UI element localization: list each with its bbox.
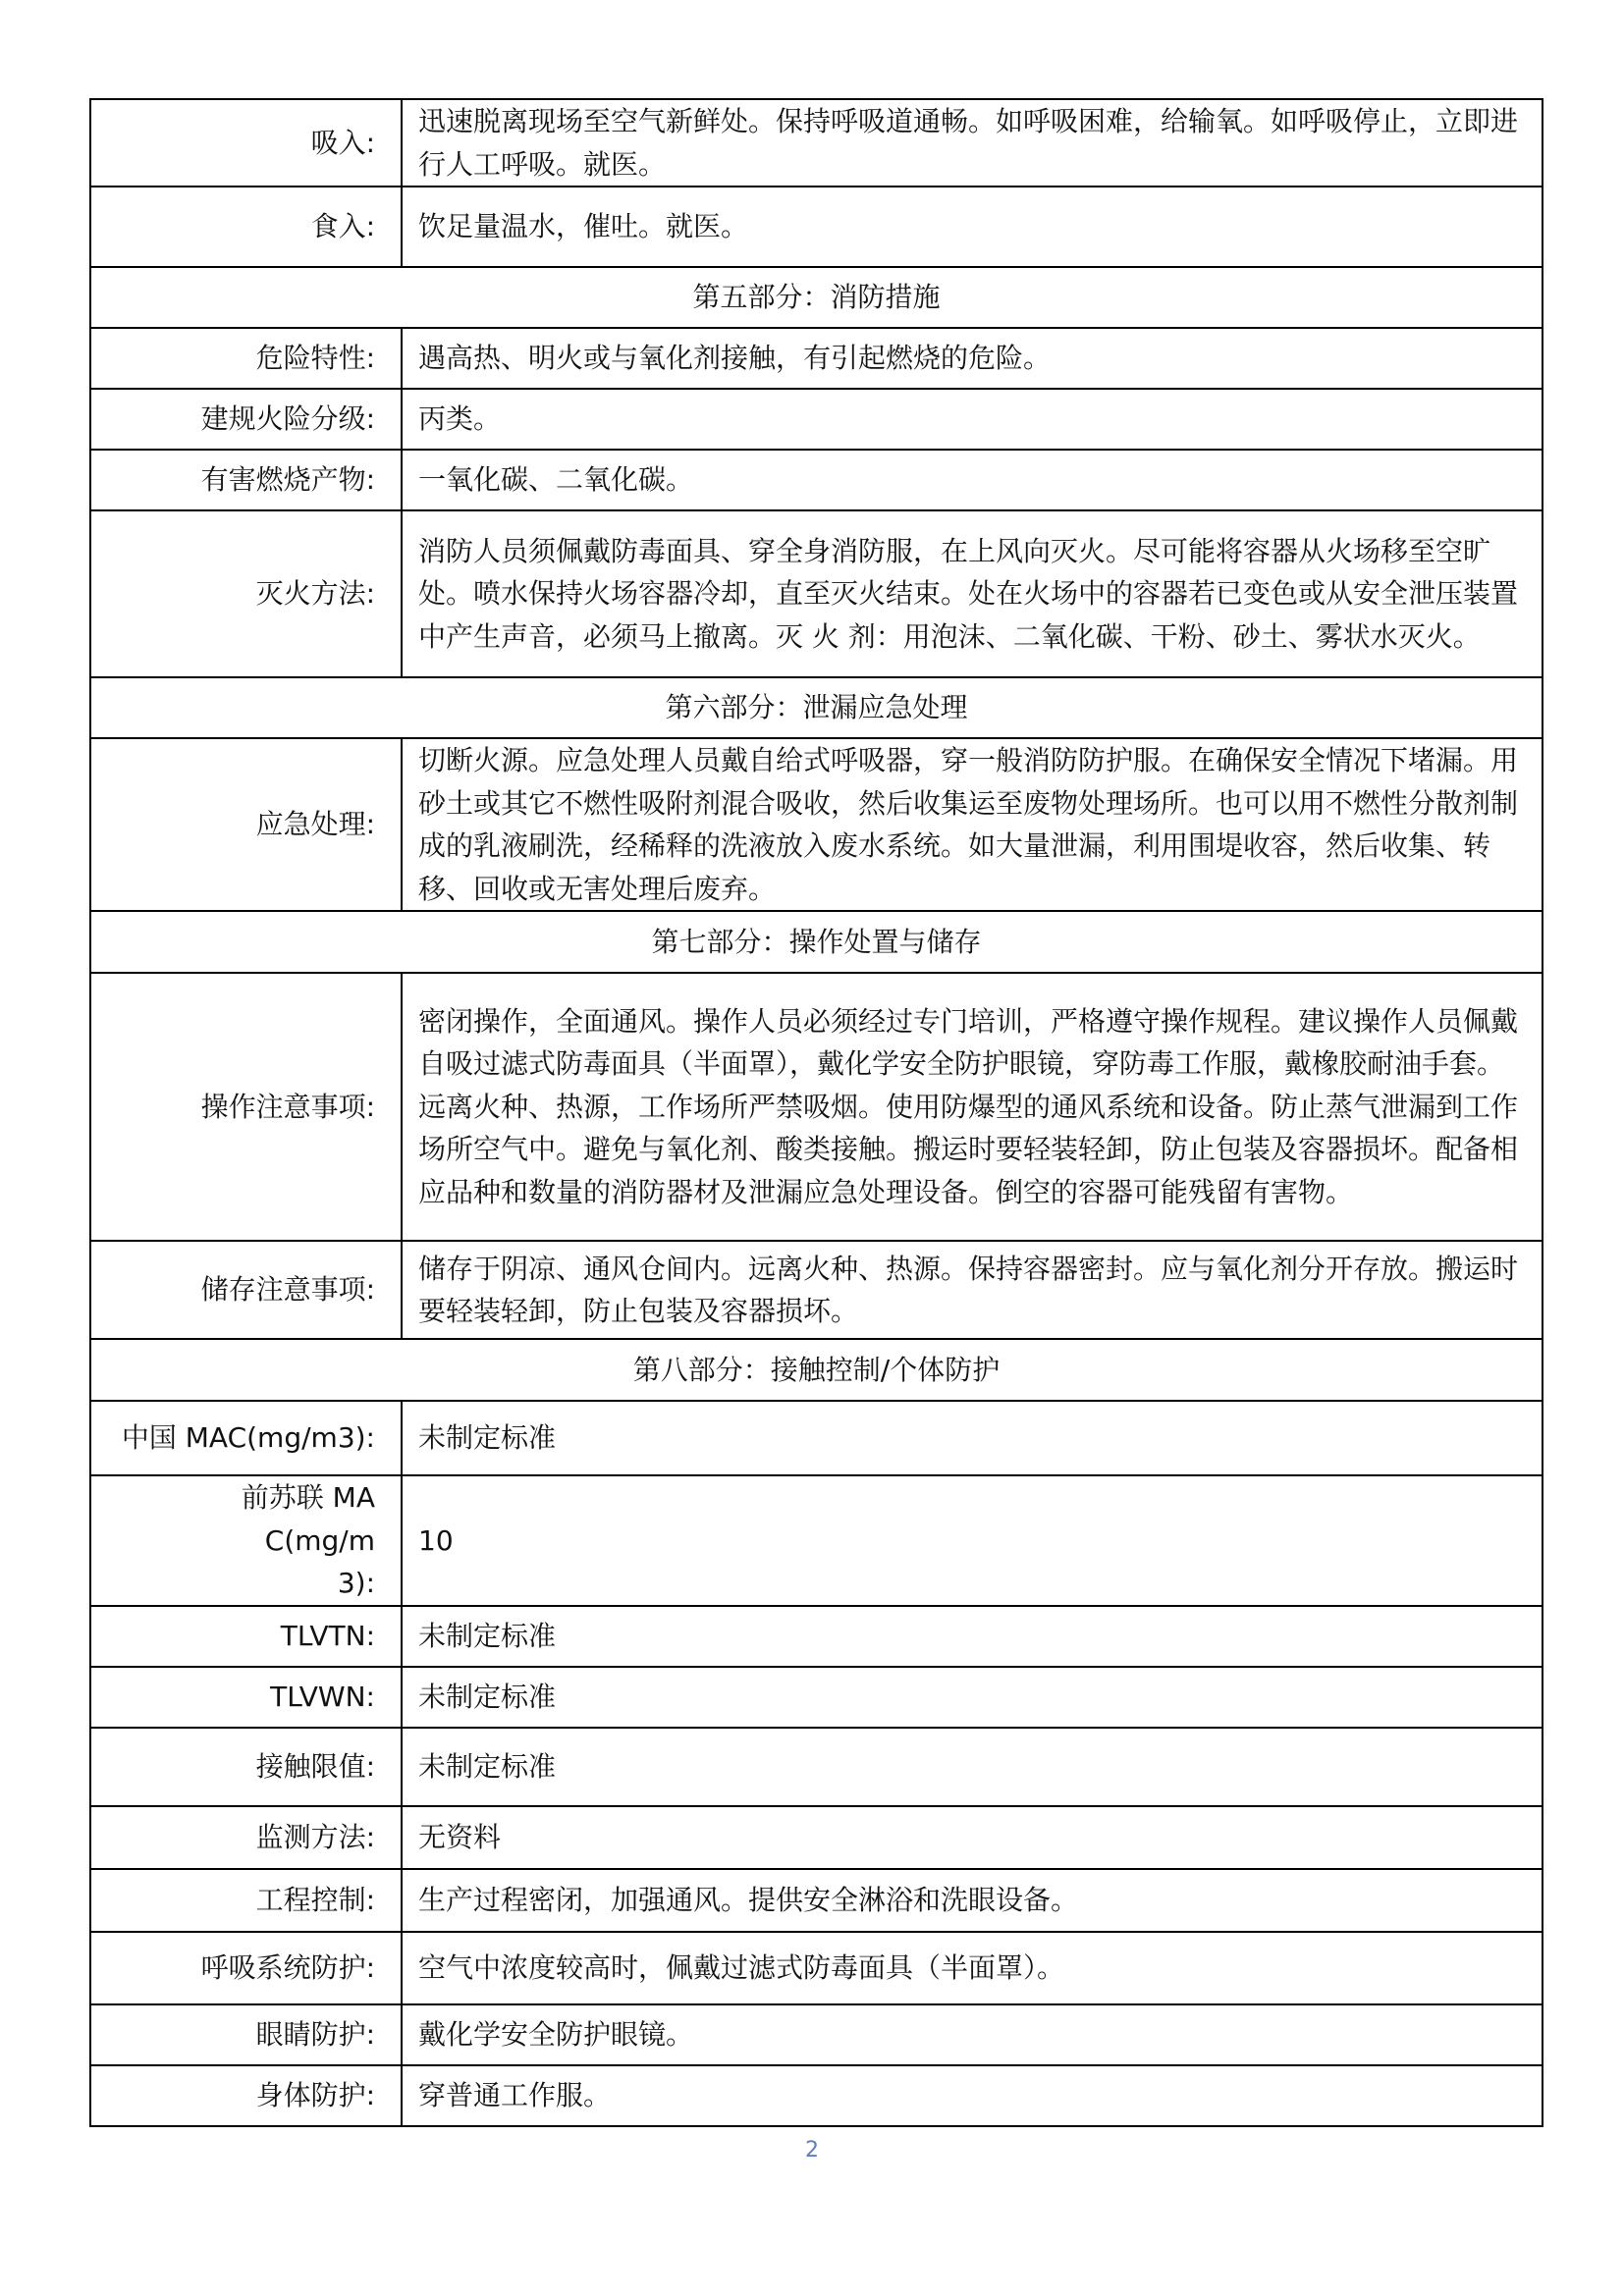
table-row [90, 1401, 1543, 1475]
row-value: 戴化学安全防护眼镜。 [402, 2004, 1543, 2065]
row-value: 未制定标准 [402, 1728, 1543, 1806]
row-value: 储存于阴凉、通风仓间内。远离火种、热源。保持容器密封。应与氧化剂分开存放。搬运时要轻装轻卸，防止包装及容器损坏。 [402, 1241, 1543, 1339]
table-row [90, 973, 1543, 1241]
row-label: 身体防护: [90, 2065, 402, 2126]
section-row [90, 677, 1543, 738]
table-row [90, 1806, 1543, 1869]
row-label: 眼睛防护: [90, 2004, 402, 2065]
row-value: 生产过程密闭，加强通风。提供安全淋浴和洗眼设备。 [402, 1869, 1543, 1932]
table-row [90, 1241, 1543, 1339]
row-label: 灭火方法: [90, 510, 402, 677]
table-row [90, 328, 1543, 389]
row-label: 呼吸系统防护: [90, 1932, 402, 2004]
row-label: 前苏联 MAC(mg/m3): [90, 1475, 402, 1606]
table-row [90, 2004, 1543, 2065]
row-label: 接触限值: [90, 1728, 402, 1806]
section-heading: 第八部分：接触控制/个体防护 [90, 1339, 1543, 1401]
row-value: 密闭操作，全面通风。操作人员必须经过专门培训，严格遵守操作规程。建议操作人员佩戴自吸过滤式防毒面具（半面罩），戴化学安全防护眼镜，穿防毒工作服，戴橡胶耐油手套。远离火种、热源，工作场所严禁吸烟。使用防爆型的通风系统和设备。防止蒸气泄漏到工作场所空气中。避免与氧化剂、酸类接触。搬运时要轻装轻卸，防止包装及容器损坏。配备相应品种和数量的消防器材及泄漏应急处理设备。倒空的容器可能残留有害物。 [402, 973, 1543, 1241]
row-label: TLVTN: [90, 1606, 402, 1667]
table-row [90, 187, 1543, 267]
row-label: 操作注意事项: [90, 973, 402, 1241]
row-label: 危险特性: [90, 328, 402, 389]
row-label: 建规火险分级: [90, 389, 402, 450]
row-label: 中国 MAC(mg/m3): [90, 1401, 402, 1475]
table-row [90, 1728, 1543, 1806]
row-label: TLVWN: [90, 1667, 402, 1728]
table-row [90, 99, 1543, 187]
table-row [90, 2065, 1543, 2126]
section-heading: 第七部分：操作处置与储存 [90, 911, 1543, 973]
section-heading: 第五部分：消防措施 [90, 267, 1543, 328]
row-label: 食入: [90, 187, 402, 267]
section-row [90, 267, 1543, 328]
table-row [90, 738, 1543, 911]
row-label: 储存注意事项: [90, 1241, 402, 1339]
msds-table [89, 98, 1543, 2127]
row-value: 10 [402, 1475, 1543, 1606]
table-row [90, 1475, 1543, 1606]
row-label: 工程控制: [90, 1869, 402, 1932]
section-heading: 第六部分：泄漏应急处理 [90, 677, 1543, 738]
section-row [90, 911, 1543, 973]
row-value: 遇高热、明火或与氧化剂接触，有引起燃烧的危险。 [402, 328, 1543, 389]
row-value: 丙类。 [402, 389, 1543, 450]
table-row [90, 450, 1543, 510]
row-value: 空气中浓度较高时，佩戴过滤式防毒面具（半面罩）。 [402, 1932, 1543, 2004]
row-value: 一氧化碳、二氧化碳。 [402, 450, 1543, 510]
row-label: 吸入: [90, 99, 402, 187]
row-value: 未制定标准 [402, 1667, 1543, 1728]
page-number: 2 [805, 2138, 819, 2163]
row-label: 应急处理: [90, 738, 402, 911]
table-row [90, 389, 1543, 450]
table-row [90, 510, 1543, 677]
table-row [90, 1667, 1543, 1728]
row-value: 迅速脱离现场至空气新鲜处。保持呼吸道通畅。如呼吸困难，给输氧。如呼吸停止，立即进行人工呼吸。就医。 [402, 99, 1543, 187]
row-value: 消防人员须佩戴防毒面具、穿全身消防服，在上风向灭火。尽可能将容器从火场移至空旷处。喷水保持火场容器冷却，直至灭火结束。处在火场中的容器若已变色或从安全泄压装置中产生声音，必须马上撤离。灭 火 剂：用泡沫、二氧化碳、干粉、砂土、雾状水灭火。 [402, 510, 1543, 677]
row-value: 饮足量温水，催吐。就医。 [402, 187, 1543, 267]
row-value: 无资料 [402, 1806, 1543, 1869]
row-value: 切断火源。应急处理人员戴自给式呼吸器，穿一般消防防护服。在确保安全情况下堵漏。用砂土或其它不燃性吸附剂混合吸收，然后收集运至废物处理场所。也可以用不燃性分散剂制成的乳液刷洗，经稀释的洗液放入废水系统。如大量泄漏，利用围堤收容，然后收集、转移、回收或无害处理后废弃。 [402, 738, 1543, 911]
row-value: 未制定标准 [402, 1606, 1543, 1667]
table-row [90, 1606, 1543, 1667]
table-row [90, 1932, 1543, 2004]
section-row [90, 1339, 1543, 1401]
row-value: 未制定标准 [402, 1401, 1543, 1475]
table-row [90, 1869, 1543, 1932]
row-label: 监测方法: [90, 1806, 402, 1869]
row-value: 穿普通工作服。 [402, 2065, 1543, 2126]
row-label: 有害燃烧产物: [90, 450, 402, 510]
